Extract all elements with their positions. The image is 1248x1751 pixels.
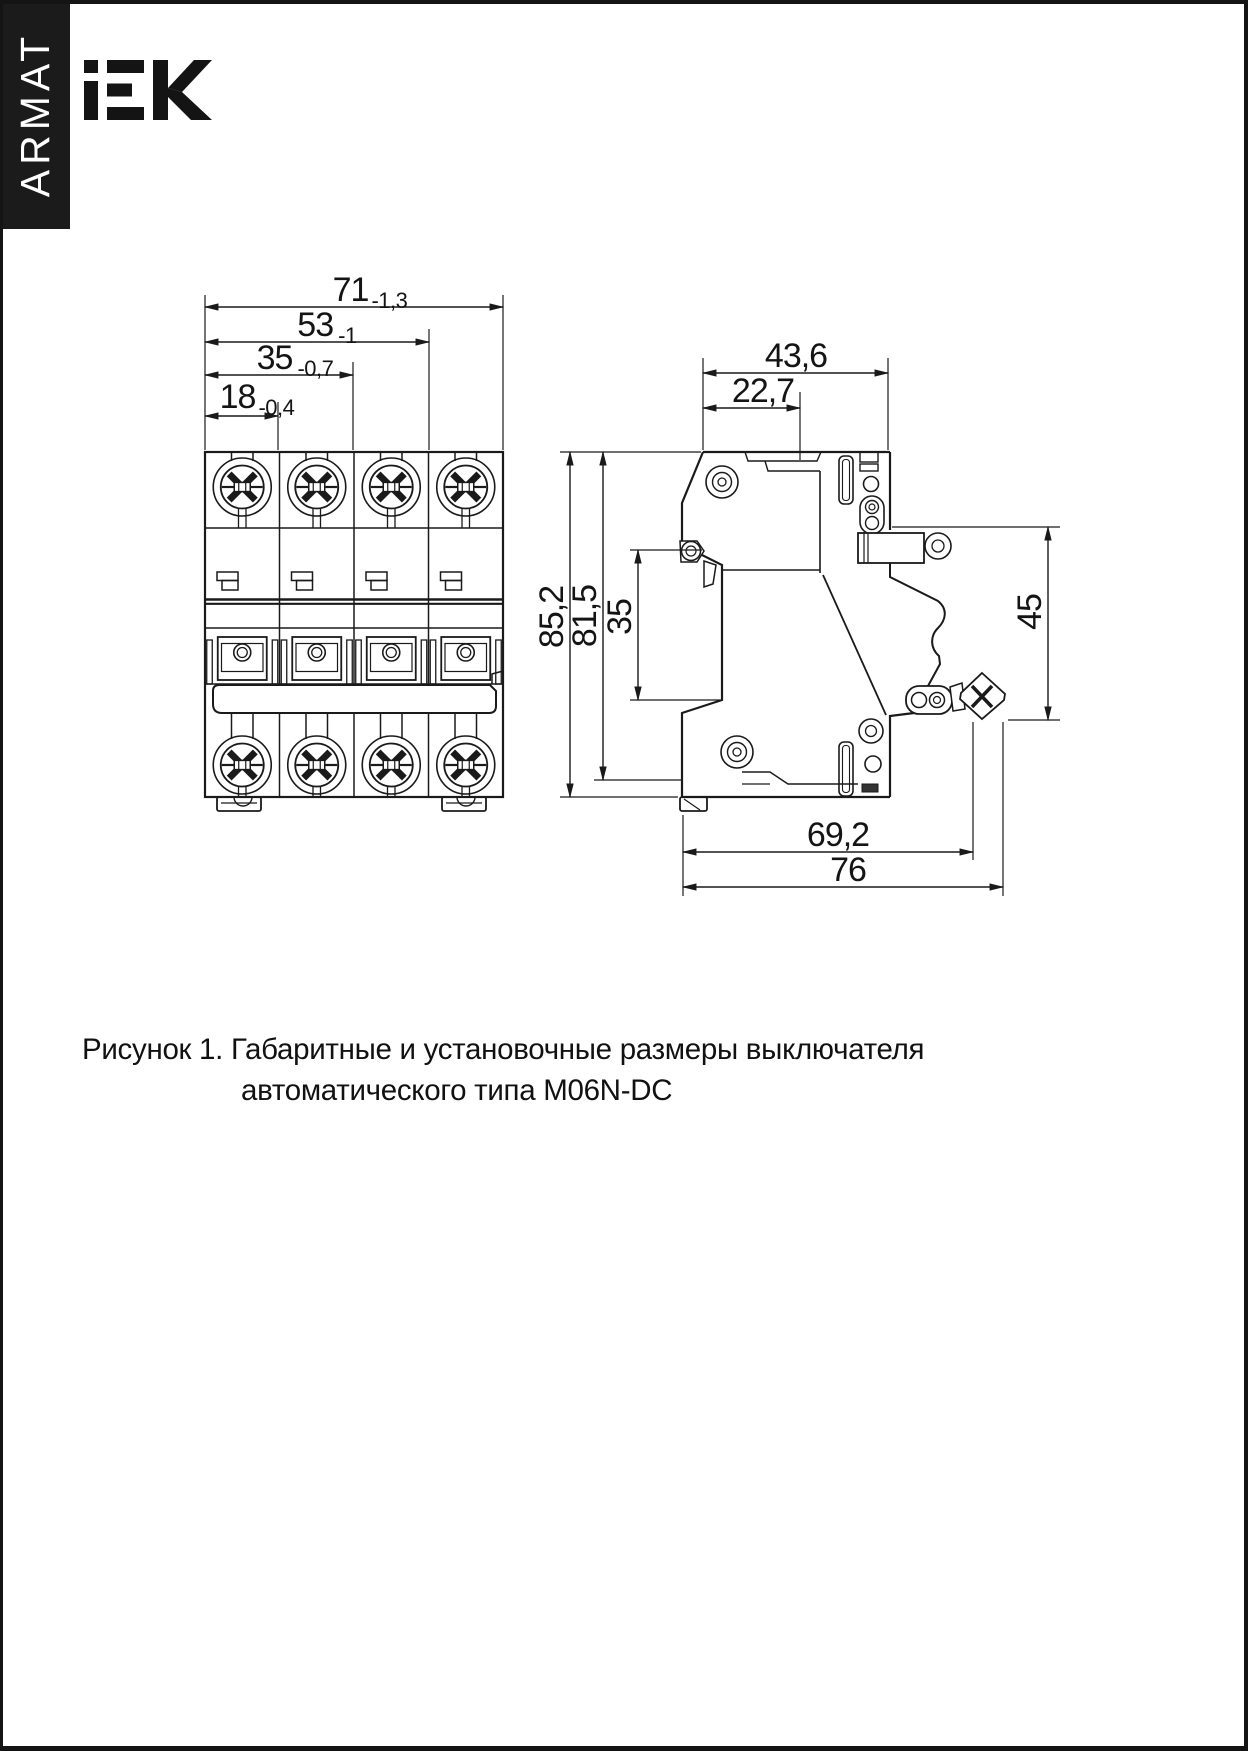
dim-width-3mod: [297, 306, 357, 348]
side-view-drawing: [680, 452, 1005, 811]
dim-width-3mod-tolerance: -1: [338, 323, 357, 348]
caption-line-1: Рисунок 1. Габаритные и установочные размеры выключателя: [82, 1033, 925, 1066]
dim-din-zone: 45: [1011, 594, 1049, 630]
dim-width-1mod-tolerance: -0,4: [258, 395, 295, 420]
side-view-dimension-lines: [570, 373, 1048, 887]
dim-width-1mod-value: 18: [219, 378, 256, 416]
dim-width-total-tolerance: -1,3: [371, 288, 408, 313]
front-view-extension-lines: [205, 295, 503, 450]
figure-caption: [82, 1029, 942, 1111]
dim-width-2mod-tolerance: -0,7: [297, 356, 334, 381]
dim-depth-total: 43,6: [764, 337, 828, 375]
dim-height-total: 85,2: [533, 585, 571, 649]
front-view-drawing: [205, 452, 503, 811]
dim-depth-bottom-total: 76: [830, 851, 866, 889]
dim-handle-zone: 35: [601, 599, 639, 635]
dim-depth-front: 22,7: [731, 372, 795, 410]
caption-line-2: автоматического типа M06N-DC: [241, 1074, 673, 1107]
dim-width-3mod-value: 53: [297, 306, 334, 344]
dim-height-body: 81,5: [566, 584, 604, 648]
dim-width-1mod: [220, 378, 295, 420]
armat-label: ARMAT: [11, 31, 58, 198]
dim-depth-bottom: 69,2: [806, 816, 870, 854]
dim-width-total-value: 71: [332, 271, 369, 309]
dim-width-2mod-value: 35: [256, 339, 293, 377]
